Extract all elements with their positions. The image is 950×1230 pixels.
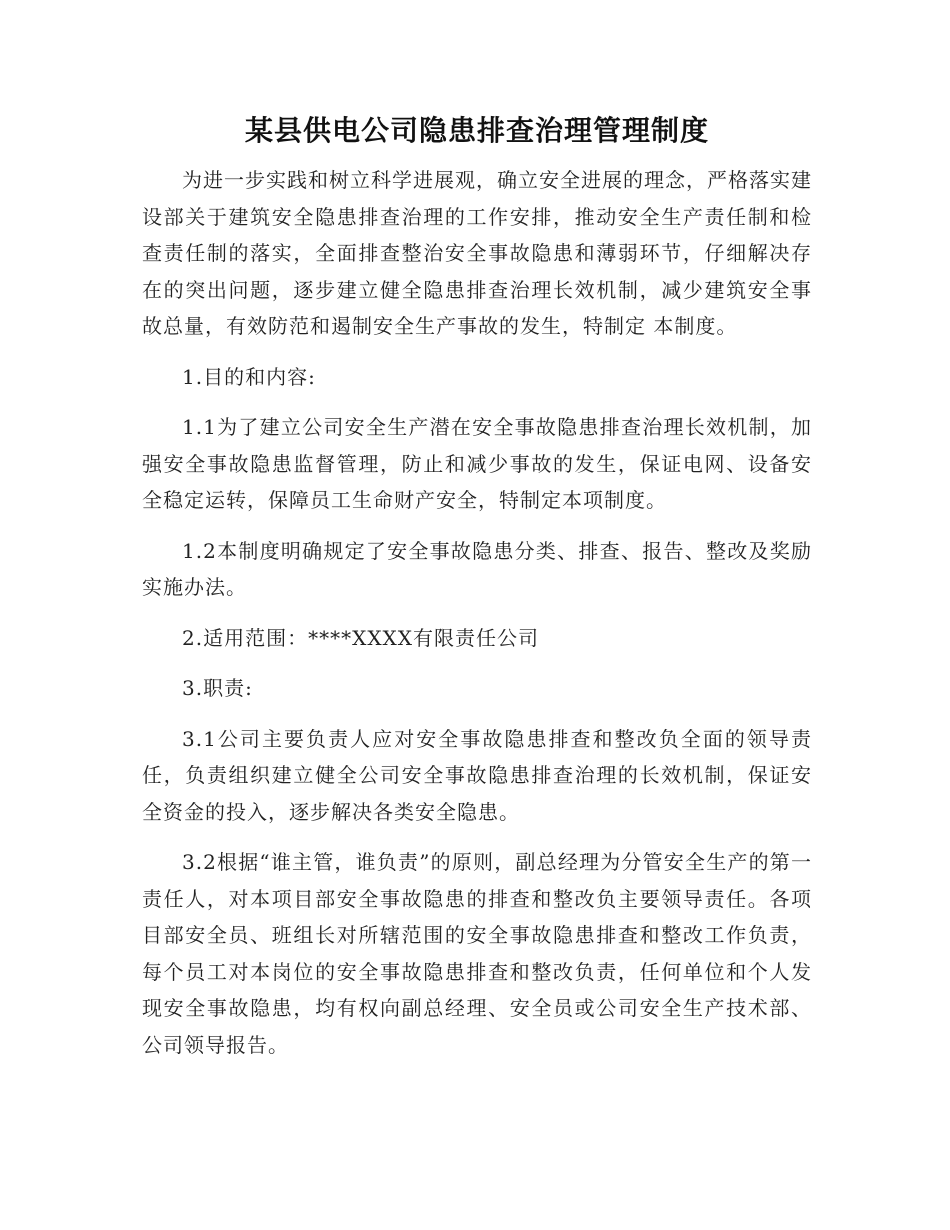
section-heading-scope: 2.适用范围：****XXXX有限责任公司	[182, 625, 540, 650]
section-3-1-paragraph: 3.1公司主要负责人应对安全事故隐患排查和整改负全面的领导责任，负责组织建立健全公司安全事故隐患排查治理的长效机制，保证安全资金的投入，逐步解决各类安全隐患。	[142, 726, 812, 824]
section-1-1-paragraph: 1.1为了建立公司安全生产潜在安全事故隐患排查治理长效机制，加强安全事故隐患监督管理，防止和减少事故的发生，保证电网、设备安全稳定运转，保障员工生命财产安全，特制定本项制度。	[142, 415, 812, 512]
section-heading-responsibilities: 3.职责:	[182, 676, 253, 700]
section-heading-purpose: 1.目的和内容:	[182, 364, 316, 389]
section-1-2-paragraph: 1.2本制度明确规定了安全事故隐患分类、排查、报告、整改及奖励实施办法。	[142, 538, 812, 599]
document-title: 某县供电公司隐患排查治理管理制度	[244, 114, 709, 147]
intro-paragraph: 为进一步实践和树立科学进展观，确立安全进展的理念，严格落实建设部关于建筑安全隐患排查治理的工作安排，推动安全生产责任制和检查责任制的落实，全面排查整治安全事故隐患和薄弱环节，仔细解决存在的突出问题，逐步建立健全隐患排查治理长效机制，减少建筑安全事故总量，有效防范和遏制安全生产事故的发生，特制定 本制度。	[142, 168, 812, 338]
document-content	[142, 108, 812, 1077]
section-3-2-paragraph: 3.2根据“谁主管，谁负责”的原则，副总经理为分管安全生产的第一责任人，对本项目部安全事故隐患的排查和整改负主要领导责任。各项目部安全员、班组长对所辖范围的安全事故隐患排查和整改工作负责，每个员工对本岗位的安全事故隐患排查和整改负责，任何单位和个人发现安全事故隐患，均有权向副总经理、安全员或公司安全生产技术部、公司领导报告。	[142, 850, 812, 1057]
